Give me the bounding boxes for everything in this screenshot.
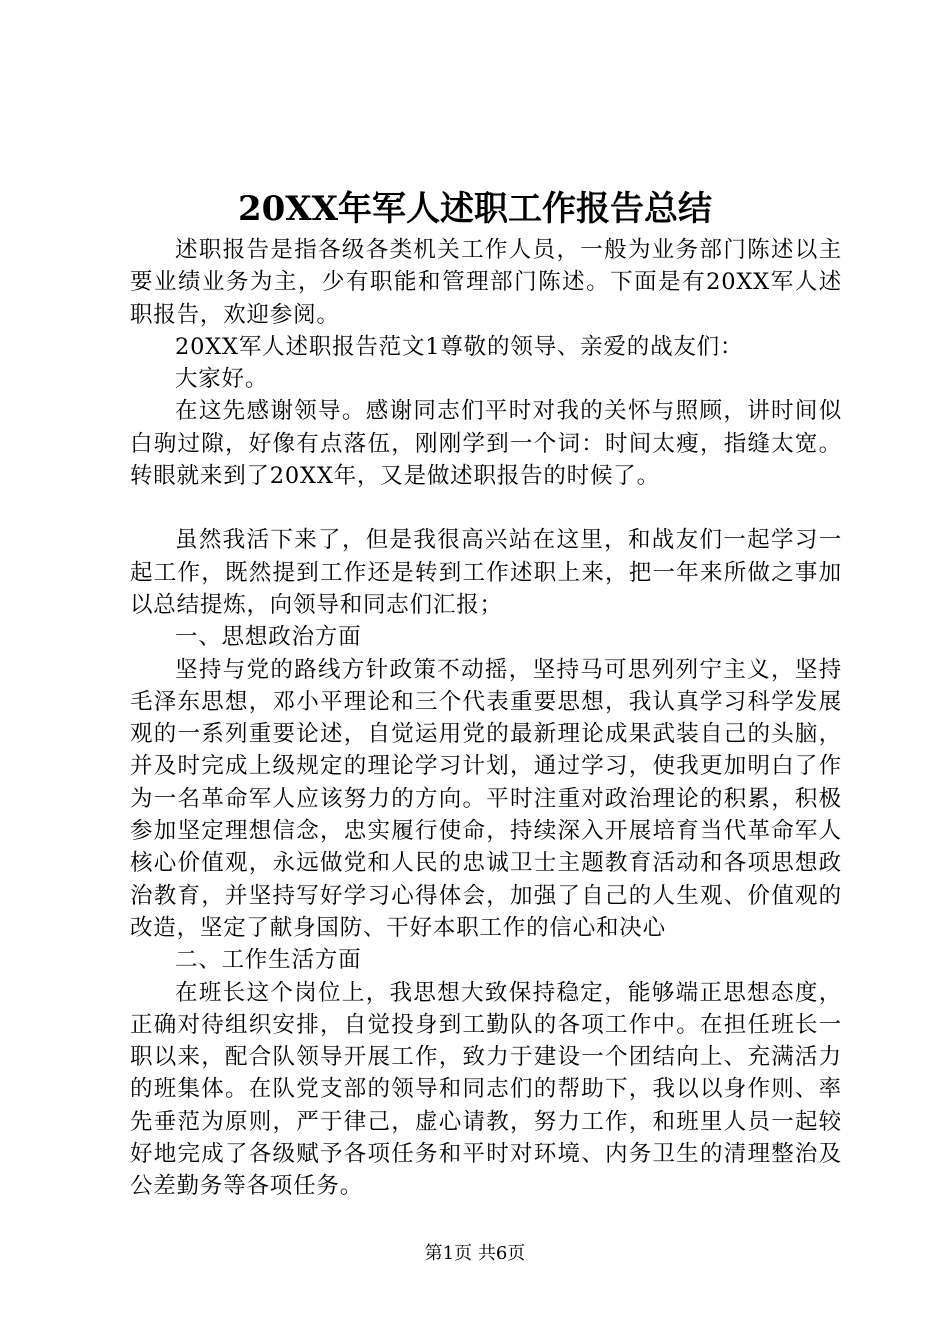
page-number-footer: 第1页 共6页: [424, 1243, 526, 1264]
paragraph-gap: [130, 492, 842, 524]
section-heading-work-life: 二、工作生活方面: [175, 947, 362, 974]
political-paragraph: 坚持与党的路线方针政策不动摇，坚持马可思列列宁主义，坚持毛泽东思想，邓小平理论和三个代表重要思想，我认真学习科学发展观的一系列重要论述，自觉运用党的最新理论成果武装自己的头脑，并及时完成上级规定的理论学习计划，通过学习，使我更加明白了作为一名革命军人应该努力的方向。平时注重对政治理论的积累，积极参加坚定理想信念，忠实履行使命，持续深入开展培育当代革命军人核心价值观，永远做党和人民的忠诚卫士主题教育活动和各项思想政治教育，并坚持写好学习心得体会，加强了自己的人生观、价值观的改造，坚定了献身国防、干好本职工作的信心和决心: [130, 656, 842, 941]
section-heading-political: 一、思想政治方面: [175, 624, 362, 651]
thanks-paragraph: 在这先感谢领导。感谢同志们平时对我的关怀与照顾，讲时间似白驹过隙，好像有点落伍，刚刚学到一个词：时间太瘦，指缝太宽。转眼就来到了20XX年，又是做述职报告的时候了。: [130, 398, 842, 490]
greeting-paragraph: 大家好。: [175, 366, 269, 393]
document-body: [130, 234, 842, 1203]
intro-paragraph: 述职报告是指各级各类机关工作人员，一般为业务部门陈述以主要业绩业务为主，少有职能和管理部门陈述。下面是有20XX军人述职报告，欢迎参阅。: [130, 237, 842, 328]
document-title: 20XX年军人述职工作报告总结: [237, 189, 713, 229]
report-intro-paragraph: 虽然我活下来了，但是我很高兴站在这里，和战友们一起学习一起工作，既然提到工作还是转到工作述职上来，把一年来所做之事加以总结提炼，向领导和同志们汇报；: [130, 527, 842, 618]
work-life-paragraph: 在班长这个岗位上，我思想大致保持稳定，能够端正思想态度，正确对待组织安排，自觉投身到工勤队的各项工作中。在担任班长一职以来，配合队领导开展工作，致力于建设一个团结向上、充满活力的班集体。在队党支部的领导和同志们的帮助下，我以以身作则、率先垂范为原则，严于律己，虚心请教，努力工作，和班里人员一起较好地完成了各级赋予各项任务和平时对环境、内务卫生的清理整治及公差勤务等各项任务。: [130, 979, 842, 1200]
report-heading-paragraph: 20XX军人述职报告范文1尊敬的领导、亲爱的战友们：: [175, 333, 744, 360]
